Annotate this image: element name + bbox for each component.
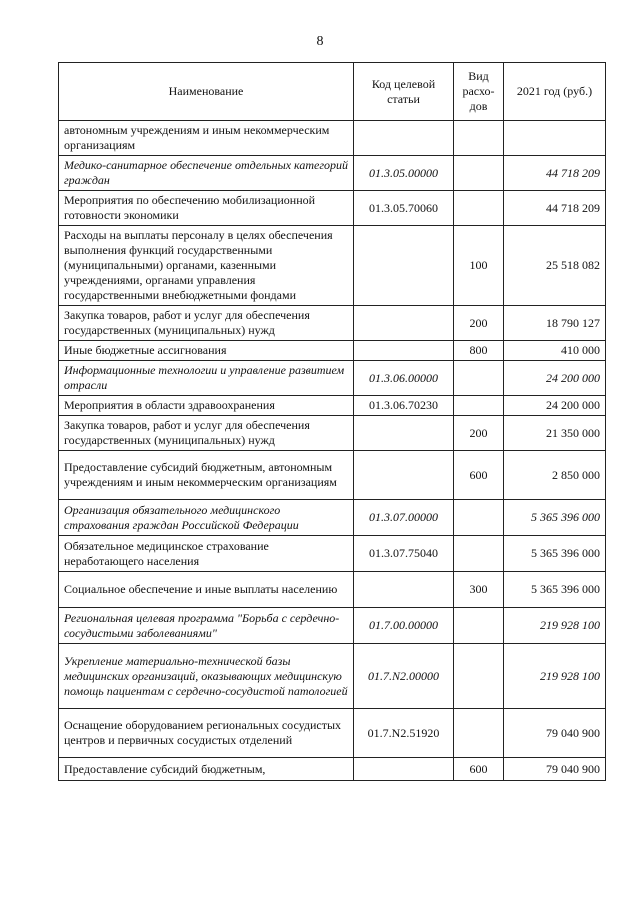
cell-name: Мероприятия по обеспечению мобилизационной готовности экономики	[59, 191, 354, 226]
cell-name: Предоставление субсидий бюджетным, автономным учреждениям и иным некоммерческим организациям	[59, 451, 354, 500]
cell-sum: 24 200 000	[504, 396, 606, 416]
cell-sum: 5 365 396 000	[504, 572, 606, 608]
table-body	[59, 121, 606, 781]
cell-sum: 79 040 900	[504, 709, 606, 758]
cell-code	[354, 416, 454, 451]
table-row	[59, 361, 606, 396]
cell-sum: 24 200 000	[504, 361, 606, 396]
cell-code: 01.3.05.70060	[354, 191, 454, 226]
table-row	[59, 709, 606, 758]
table-row	[59, 572, 606, 608]
cell-sum: 25 518 082	[504, 226, 606, 306]
table-header-row	[59, 63, 606, 121]
cell-code: 01.7.N2.51920	[354, 709, 454, 758]
cell-code	[354, 451, 454, 500]
table-row	[59, 500, 606, 536]
cell-kind: 600	[454, 758, 504, 781]
cell-code	[354, 121, 454, 156]
cell-code: 01.3.07.00000	[354, 500, 454, 536]
header-sum: 2021 год (руб.)	[504, 63, 606, 121]
cell-name: Закупка товаров, работ и услуг для обеспечения государственных (муниципальных) нужд	[59, 306, 354, 341]
table-row	[59, 341, 606, 361]
cell-sum: 18 790 127	[504, 306, 606, 341]
cell-name: Иные бюджетные ассигнования	[59, 341, 354, 361]
table-row	[59, 608, 606, 644]
cell-code	[354, 572, 454, 608]
cell-sum: 21 350 000	[504, 416, 606, 451]
table-row	[59, 396, 606, 416]
cell-code: 01.3.06.00000	[354, 361, 454, 396]
cell-kind	[454, 644, 504, 709]
table-row	[59, 306, 606, 341]
cell-name: Организация обязательного медицинского страхования граждан Российской Федерации	[59, 500, 354, 536]
cell-name: Социальное обеспечение и иные выплаты населению	[59, 572, 354, 608]
cell-name: Оснащение оборудованием региональных сосудистых центров и первичных сосудистых отделений	[59, 709, 354, 758]
cell-name: Расходы на выплаты персоналу в целях обеспечения выполнения функций государственными (муниципальными) органами, казенными учреждениями, органами управления государственными внебюджетными фондами	[59, 226, 354, 306]
cell-sum: 79 040 900	[504, 758, 606, 781]
header-kind: Вид расхо-дов	[454, 63, 504, 121]
table-row	[59, 451, 606, 500]
cell-code: 01.7.00.00000	[354, 608, 454, 644]
cell-sum: 5 365 396 000	[504, 536, 606, 572]
cell-sum: 219 928 100	[504, 608, 606, 644]
table-row	[59, 644, 606, 709]
header-code: Код целевой статьи	[354, 63, 454, 121]
cell-code: 01.3.06.70230	[354, 396, 454, 416]
page-number: 8	[316, 34, 324, 49]
cell-kind	[454, 121, 504, 156]
table-row	[59, 156, 606, 191]
table-row	[59, 758, 606, 781]
cell-kind	[454, 396, 504, 416]
cell-kind: 200	[454, 306, 504, 341]
cell-kind	[454, 709, 504, 758]
cell-name: Обязательное медицинское страхование неработающего населения	[59, 536, 354, 572]
cell-kind	[454, 536, 504, 572]
cell-name: Мероприятия в области здравоохранения	[59, 396, 354, 416]
cell-kind	[454, 156, 504, 191]
cell-kind	[454, 608, 504, 644]
cell-code	[354, 758, 454, 781]
cell-kind: 800	[454, 341, 504, 361]
cell-name: Закупка товаров, работ и услуг для обеспечения государственных (муниципальных) нужд	[59, 416, 354, 451]
table-row	[59, 536, 606, 572]
cell-code: 01.3.05.00000	[354, 156, 454, 191]
cell-kind	[454, 500, 504, 536]
cell-sum: 44 718 209	[504, 156, 606, 191]
cell-kind	[454, 361, 504, 396]
cell-kind	[454, 191, 504, 226]
cell-sum: 219 928 100	[504, 644, 606, 709]
budget-table	[58, 62, 606, 781]
cell-kind: 200	[454, 416, 504, 451]
cell-sum: 5 365 396 000	[504, 500, 606, 536]
header-name: Наименование	[59, 63, 354, 121]
cell-code	[354, 306, 454, 341]
cell-name: автономным учреждениям и иным некоммерческим организациям	[59, 121, 354, 156]
table-row	[59, 226, 606, 306]
cell-code: 01.3.07.75040	[354, 536, 454, 572]
cell-sum: 2 850 000	[504, 451, 606, 500]
cell-sum: 44 718 209	[504, 191, 606, 226]
table-row	[59, 121, 606, 156]
cell-kind: 300	[454, 572, 504, 608]
table-row	[59, 416, 606, 451]
cell-name: Информационные технологии и управление развитием отрасли	[59, 361, 354, 396]
cell-code	[354, 341, 454, 361]
cell-name: Медико-санитарное обеспечение отдельных категорий граждан	[59, 156, 354, 191]
cell-name: Предоставление субсидий бюджетным,	[59, 758, 354, 781]
cell-name: Укрепление материально-технической базы медицинских организаций, оказывающих медицинскую помощь пациентам с сердечно-сосудистой патологией	[59, 644, 354, 709]
cell-sum: 410 000	[504, 341, 606, 361]
cell-sum	[504, 121, 606, 156]
table-row	[59, 191, 606, 226]
cell-code: 01.7.N2.00000	[354, 644, 454, 709]
cell-code	[354, 226, 454, 306]
cell-kind: 100	[454, 226, 504, 306]
cell-kind: 600	[454, 451, 504, 500]
cell-name: Региональная целевая программа "Борьба с сердечно-сосудистыми заболеваниями"	[59, 608, 354, 644]
